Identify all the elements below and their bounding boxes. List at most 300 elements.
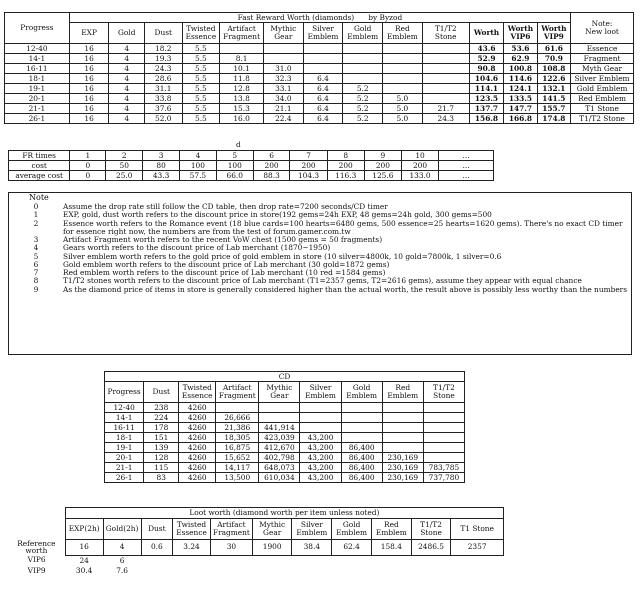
note-number: 6 (33, 259, 39, 269)
value-cell: 15,652 (216, 453, 259, 463)
table-row (5, 104, 634, 114)
new-loot-cell: Silver Emblem (571, 74, 634, 84)
value-cell (300, 413, 341, 423)
value-cell: 230,169 (382, 463, 423, 473)
value-cell: 5.5 (182, 114, 220, 124)
column-header: Dust (141, 519, 173, 540)
note-text: Silver emblem worth refers to the gold price of gold emblem in store (10 silver=4800k, 10 gold=7800k, 1 silver=0.6 (63, 252, 502, 261)
progress-cell: 14-1 (105, 413, 144, 423)
new-loot-cell: T1 Stone (571, 104, 634, 114)
column-header: Gold Emblem (343, 23, 383, 44)
value-cell: 200 (401, 161, 438, 171)
value-cell: 100.8 (504, 64, 537, 74)
note-number: 4 (33, 243, 39, 253)
value-cell: 123.5 (469, 94, 503, 104)
note-item (9, 244, 631, 252)
value-cell: 104.6 (469, 74, 503, 84)
note-item (9, 261, 631, 269)
table-row (105, 443, 465, 453)
value-cell: 200 (290, 161, 327, 171)
column-header: Twisted Essence (179, 382, 216, 403)
table-row (5, 64, 634, 74)
value-cell: 5.5 (182, 84, 220, 94)
note-item (9, 277, 631, 285)
value-cell: 16,875 (216, 443, 259, 453)
value-cell (216, 403, 259, 413)
value-cell (341, 413, 382, 423)
value-cell (263, 44, 303, 54)
value-cell: 8 (327, 151, 364, 161)
value-cell: 34.0 (263, 94, 303, 104)
value-cell: 16 (69, 74, 109, 84)
value-cell: 151 (144, 433, 179, 443)
value-cell: 70.9 (537, 54, 570, 64)
progress-cell: 18-1 (5, 74, 70, 84)
note-number: 5 (33, 251, 39, 261)
value-cell: 10 (401, 151, 438, 161)
progress-cell: 16-11 (5, 64, 70, 74)
value-cell: 16 (69, 54, 109, 64)
row-label: average cost (9, 171, 70, 181)
value-cell: 30 (210, 540, 252, 556)
value-cell: 30.4 (75, 565, 93, 575)
column-header: Twisted Essence (182, 23, 220, 44)
value-cell: 28.6 (144, 74, 182, 84)
column-header: Gold Emblem (341, 382, 382, 403)
value-cell: 230,169 (382, 473, 423, 483)
table-row (8, 555, 504, 566)
table-row (5, 74, 634, 84)
note-number: 3 (33, 235, 39, 245)
value-cell: 16.0 (220, 114, 264, 124)
note-text: Gold emblem worth refers to the discount price of Lab merchant (30 gold=1872 gems) (63, 260, 390, 269)
progress-cell: 26-1 (5, 114, 70, 124)
note-number: 0 (33, 201, 39, 211)
value-cell: 15.3 (220, 104, 264, 114)
value-cell: ... (439, 151, 494, 161)
value-cell: 402,798 (259, 453, 300, 463)
value-cell: 16 (69, 114, 109, 124)
value-cell: 12.8 (220, 84, 264, 94)
value-cell: 5.5 (182, 104, 220, 114)
note-item (9, 253, 631, 261)
value-cell: 158.4 (371, 540, 411, 556)
value-cell: 43,200 (300, 463, 341, 473)
value-cell: 412,670 (259, 443, 300, 453)
value-cell: 122.6 (537, 74, 570, 84)
column-header: Red Emblem (382, 382, 423, 403)
value-cell: 4260 (179, 403, 216, 413)
column-header: Red Emblem (383, 23, 423, 44)
value-cell: 115 (144, 463, 179, 473)
value-cell (259, 413, 300, 423)
value-cell: 5.2 (343, 94, 383, 104)
value-cell (341, 433, 382, 443)
value-cell: 18.2 (144, 44, 182, 54)
value-cell: 3 (143, 151, 180, 161)
value-cell: 224 (144, 413, 179, 423)
value-cell (423, 433, 464, 443)
value-cell: 4260 (179, 463, 216, 473)
value-cell: 50 (106, 161, 143, 171)
value-cell: 4 (109, 114, 145, 124)
value-cell: 133.0 (401, 171, 438, 181)
value-cell: 6.4 (303, 84, 343, 94)
value-cell: 16 (69, 104, 109, 114)
value-cell: 31.0 (263, 64, 303, 74)
value-cell: 80 (143, 161, 180, 171)
value-cell (423, 453, 464, 463)
note-item (9, 211, 631, 219)
value-cell: 0 (70, 161, 106, 171)
column-header: Artifact Fragment (216, 382, 259, 403)
note-number: 2 (33, 218, 39, 228)
column-header: T1/T2 Stone (411, 519, 451, 540)
value-cell: 43,200 (300, 453, 341, 463)
note-item (9, 269, 631, 277)
table-row (105, 433, 465, 443)
value-cell: 5.0 (383, 104, 423, 114)
value-cell (263, 54, 303, 64)
value-cell: 4 (109, 44, 145, 54)
value-cell: 6.4 (303, 74, 343, 84)
progress-cell: 14-1 (5, 54, 70, 64)
value-cell: 6 (253, 151, 290, 161)
value-cell: 53.6 (504, 44, 537, 54)
value-cell: 52.0 (144, 114, 182, 124)
note-number: 7 (33, 268, 39, 278)
table-row (5, 94, 634, 104)
value-cell: 200 (364, 161, 401, 171)
value-cell: 4 (109, 64, 145, 74)
value-cell (343, 74, 383, 84)
new-loot-cell: Myth Gear (571, 64, 634, 74)
progress-cell: 26-1 (105, 473, 144, 483)
value-cell: 5.0 (383, 114, 423, 124)
progress-cell: 18-1 (105, 433, 144, 443)
value-cell (303, 44, 343, 54)
new-loot-cell: Red Emblem (571, 94, 634, 104)
progress-cell: 19-1 (5, 84, 70, 94)
value-cell: 13.8 (220, 94, 264, 104)
value-cell: 14,117 (216, 463, 259, 473)
column-header: Red Emblem (371, 519, 411, 540)
note-text: Assume the drop rate still follow the CD table, then drop rate=7200 seconds/CD timer (63, 202, 388, 211)
value-cell (300, 403, 341, 413)
value-cell: 125.6 (364, 171, 401, 181)
value-cell: 4260 (179, 423, 216, 433)
value-cell: 6.4 (303, 114, 343, 124)
notes-box (8, 192, 632, 355)
value-cell: 5.5 (182, 44, 220, 54)
value-cell: 230,169 (382, 453, 423, 463)
value-cell: 5 (216, 151, 253, 161)
value-cell: 86,400 (341, 443, 382, 453)
value-cell: 90.8 (469, 64, 503, 74)
value-cell: 114.6 (504, 74, 537, 84)
loot-title: Loot worth (diamond worth per item unless noted) (65, 508, 503, 519)
value-cell: 100 (180, 161, 217, 171)
column-header: Progress (105, 382, 144, 403)
value-cell: 86,400 (341, 473, 382, 483)
column-header: T1 Stone (451, 519, 504, 540)
value-cell: 4 (109, 104, 145, 114)
value-cell: 2 (106, 151, 143, 161)
table-row (105, 403, 465, 413)
value-cell: 441,914 (259, 423, 300, 433)
value-cell: 648,073 (259, 463, 300, 473)
note-text: T1/T2 stones worth refers to the discount price of Lab merchant (T1=2357 gems, T2=2616 gems), assume they appear with equal chance (63, 277, 582, 286)
value-cell: 5.5 (182, 74, 220, 84)
value-cell: 147.7 (504, 104, 537, 114)
cd-table (104, 371, 465, 483)
note-item (9, 286, 631, 294)
value-cell (423, 413, 464, 423)
value-cell: 43,200 (300, 433, 341, 443)
progress-cell: 20-1 (105, 453, 144, 463)
value-cell: 43,200 (300, 473, 341, 483)
value-cell: 141.5 (537, 94, 570, 104)
note-item (9, 236, 631, 244)
value-cell: 132.1 (537, 84, 570, 94)
value-cell: 156.8 (469, 114, 503, 124)
value-cell: 38.4 (292, 540, 332, 556)
value-cell: 0.6 (141, 540, 173, 556)
value-cell: 88.3 (253, 171, 290, 181)
column-header: EXP(2h) (65, 519, 103, 540)
value-cell: 7.6 (116, 565, 128, 575)
new-loot-cell: T1/T2 Stone (571, 114, 634, 124)
table-row (5, 84, 634, 94)
value-cell: 61.6 (537, 44, 570, 54)
table-row (9, 171, 494, 181)
value-cell: 62.4 (332, 540, 372, 556)
note-number: 8 (33, 276, 39, 286)
note-item (9, 220, 631, 237)
column-header: Worth VIP9 (537, 23, 570, 44)
value-cell: 37.6 (144, 104, 182, 114)
value-cell: 0 (70, 171, 106, 181)
value-cell: 5.2 (343, 114, 383, 124)
progress-cell: 21-1 (5, 104, 70, 114)
value-cell: 2486.5 (411, 540, 451, 556)
value-cell: 31.1 (144, 84, 182, 94)
row-label: cost (9, 161, 70, 171)
value-cell: 10.1 (220, 64, 264, 74)
value-cell: 610,034 (259, 473, 300, 483)
column-header: Artifact Fragment (210, 519, 252, 540)
value-cell: 3.24 (173, 540, 211, 556)
column-header: Gold Emblem (332, 519, 372, 540)
value-cell: 4 (103, 540, 141, 556)
fast-reward-table (4, 12, 634, 124)
note-text: Essence worth refers to the Romance event (18 blue cards=100 hearts=6480 gems, 500 essence=25 hearts=1620 gems). There's no exact CD timer for essence right now, the numbers are from the test of forum.gamer.com.tw (63, 219, 623, 236)
table-row (8, 540, 504, 556)
value-cell: 9 (364, 151, 401, 161)
value-cell: 4 (109, 54, 145, 64)
value-cell: 128 (144, 453, 179, 463)
loot-worth-table (8, 507, 504, 576)
value-cell: 43.6 (469, 44, 503, 54)
value-cell: 24 (79, 555, 89, 565)
value-cell: 1 (70, 151, 106, 161)
value-cell: 139 (144, 443, 179, 453)
value-cell: 5.5 (182, 94, 220, 104)
value-cell (383, 74, 423, 84)
note-header: Note: New loot (571, 13, 634, 44)
table-row (5, 44, 634, 54)
column-header: Mythic Gear (259, 382, 300, 403)
table-row (9, 151, 494, 161)
value-cell: 16 (69, 84, 109, 94)
value-cell: 108.8 (537, 64, 570, 74)
column-header: T1/T2 Stone (423, 382, 464, 403)
value-cell: 166.8 (504, 114, 537, 124)
value-cell: 66.0 (216, 171, 253, 181)
value-cell: 5.0 (383, 94, 423, 104)
note-number: 9 (33, 284, 39, 294)
value-cell: 4260 (179, 473, 216, 483)
column-header: Twisted Essence (173, 519, 211, 540)
progress-header: Progress (5, 13, 70, 44)
value-cell: 423,039 (259, 433, 300, 443)
value-cell: 8.1 (220, 54, 264, 64)
value-cell: 57.5 (180, 171, 217, 181)
value-cell: 19.3 (144, 54, 182, 64)
notes-title: Note (29, 193, 49, 202)
value-cell: 4 (109, 74, 145, 84)
value-cell: 62.9 (504, 54, 537, 64)
value-cell: 2357 (451, 540, 504, 556)
fr-times-table (8, 150, 494, 181)
progress-cell: 19-1 (105, 443, 144, 453)
value-cell (383, 54, 423, 64)
column-header: Gold (109, 23, 145, 44)
value-cell: 5.5 (182, 54, 220, 64)
cd-title: CD (105, 372, 465, 382)
value-cell: 174.8 (537, 114, 570, 124)
value-cell: 4260 (179, 433, 216, 443)
value-cell: 104.3 (290, 171, 327, 181)
value-cell: 4 (109, 94, 145, 104)
column-header: EXP (69, 23, 109, 44)
row-label: VIP9 (27, 565, 46, 575)
table-row (105, 413, 465, 423)
value-cell (383, 64, 423, 74)
value-cell: 6 (119, 555, 125, 565)
value-cell: 5.2 (343, 104, 383, 114)
value-cell: 1900 (252, 540, 292, 556)
new-loot-cell: Fragment (571, 54, 634, 64)
value-cell (382, 403, 423, 413)
value-cell: 13,500 (216, 473, 259, 483)
table-title: Fast Reward Worth (diamonds) by Byzod (69, 13, 570, 23)
value-cell: 32.3 (263, 74, 303, 84)
value-cell (303, 54, 343, 64)
value-cell (383, 44, 423, 54)
value-cell: 21.1 (263, 104, 303, 114)
table-row (5, 114, 634, 124)
new-loot-cell: Gold Emblem (571, 84, 634, 94)
value-cell: 238 (144, 403, 179, 413)
note-text: Gears worth refers to the discount price of Lab merchant (1870~1950) (63, 244, 331, 253)
note-text: Red emblem worth refers to the discount price of Lab merchant (10 red =1584 gems) (63, 269, 386, 278)
value-cell: 4260 (179, 413, 216, 423)
value-cell: ... (439, 171, 494, 181)
value-cell (423, 443, 464, 453)
value-cell: 5.2 (343, 84, 383, 94)
value-cell: 4 (180, 151, 217, 161)
note-text: As the diamond price of items in store is generally considered higher than the actual worth, the result above is possibly less worthy than the numbers (63, 285, 628, 294)
row-label: FR times (9, 151, 70, 161)
value-cell: 737,780 (423, 473, 464, 483)
value-cell: 33.1 (263, 84, 303, 94)
value-cell: 100 (216, 161, 253, 171)
author: by Byzod (368, 12, 403, 22)
value-cell: 137.7 (469, 104, 503, 114)
table-row (105, 463, 465, 473)
value-cell: 4260 (179, 453, 216, 463)
table-row (105, 423, 465, 433)
table-row (105, 473, 465, 483)
value-cell: 116.3 (327, 171, 364, 181)
value-cell: 22.4 (263, 114, 303, 124)
progress-cell: 20-1 (5, 94, 70, 104)
value-cell (423, 403, 464, 413)
value-cell: 21,386 (216, 423, 259, 433)
value-cell: 4260 (179, 443, 216, 453)
value-cell: 114.1 (469, 84, 503, 94)
value-cell (422, 84, 469, 94)
value-cell (422, 94, 469, 104)
row-label: VIP6 (27, 555, 46, 565)
value-cell (423, 423, 464, 433)
value-cell: 200 (253, 161, 290, 171)
progress-cell: 16-11 (105, 423, 144, 433)
value-cell: 43,200 (300, 443, 341, 453)
value-cell (422, 44, 469, 54)
column-header: Dust (144, 23, 182, 44)
progress-cell: 12-40 (5, 44, 70, 54)
column-header: Silver Emblem (292, 519, 332, 540)
value-cell (343, 64, 383, 74)
value-cell (422, 74, 469, 84)
column-header: Worth (469, 23, 503, 44)
value-cell (300, 423, 341, 433)
value-cell (343, 54, 383, 64)
column-header: Silver Emblem (300, 382, 341, 403)
value-cell (343, 44, 383, 54)
value-cell: 52.9 (469, 54, 503, 64)
note-number: 1 (33, 210, 39, 220)
note-item (9, 203, 631, 211)
value-cell: 83 (144, 473, 179, 483)
value-cell: 21.7 (422, 104, 469, 114)
value-cell: 4 (109, 84, 145, 94)
value-cell: 33.8 (144, 94, 182, 104)
value-cell: 24.3 (144, 64, 182, 74)
value-cell (382, 413, 423, 423)
value-cell (341, 403, 382, 413)
value-cell (303, 64, 343, 74)
value-cell: 18,305 (216, 433, 259, 443)
value-cell: 43.3 (143, 171, 180, 181)
value-cell: 25.0 (106, 171, 143, 181)
value-cell: ... (439, 161, 494, 171)
value-cell: 783,785 (423, 463, 464, 473)
value-cell: 124.1 (504, 84, 537, 94)
table-row (8, 566, 504, 576)
